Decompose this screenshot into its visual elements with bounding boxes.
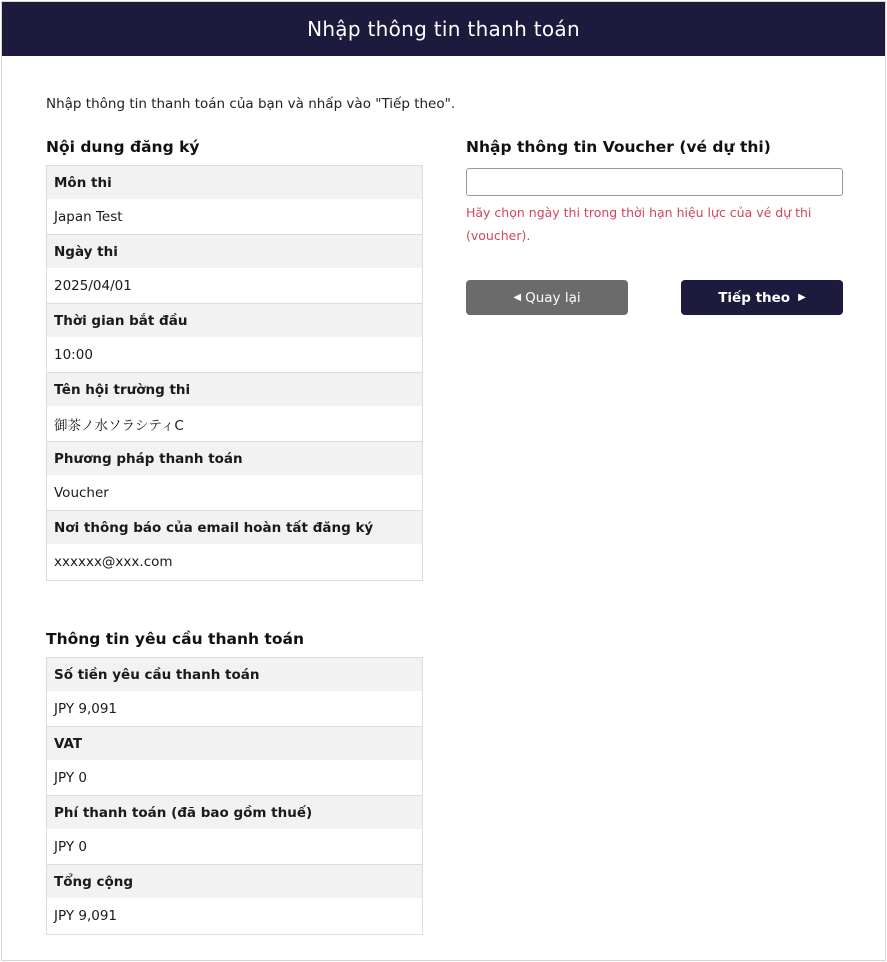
row-label: Tổng cộng [47, 865, 422, 898]
row-value: 2025/04/01 [47, 268, 422, 304]
caret-left-icon: ◀ [513, 292, 522, 303]
payment-section-title: Thông tin yêu cầu thanh toán [46, 630, 304, 648]
payment-row-fee [47, 796, 422, 865]
registration-row-subject [47, 166, 422, 235]
row-value: 10:00 [47, 337, 422, 373]
row-label: Ngày thi [47, 235, 422, 268]
row-label: Số tiền yêu cầu thanh toán [47, 658, 422, 691]
row-label: Phương pháp thanh toán [47, 442, 422, 475]
page-title: Nhập thông tin thanh toán [307, 17, 580, 41]
row-value: 御茶ノ水ソラシティC [47, 406, 422, 442]
voucher-section-title: Nhập thông tin Voucher (vé dự thi) [466, 138, 771, 156]
registration-table [46, 165, 423, 581]
caret-right-icon: ▶ [798, 292, 806, 303]
voucher-error-message: Hãy chọn ngày thi trong thời hạn hiệu lực của vé dự thi (voucher). [466, 205, 812, 243]
back-button-label: Quay lại [525, 289, 581, 306]
row-value: JPY 9,091 [47, 898, 422, 934]
payment-row-total [47, 865, 422, 934]
registration-row-venue [47, 373, 422, 442]
row-label: Thời gian bắt đầu [47, 304, 422, 337]
row-value: JPY 0 [47, 829, 422, 865]
row-value: JPY 0 [47, 760, 422, 796]
payment-table [46, 657, 423, 935]
registration-row-email [47, 511, 422, 580]
intro-text: Nhập thông tin thanh toán của bạn và nhấp vào "Tiếp theo". [46, 96, 456, 112]
row-label: Phí thanh toán (đã bao gồm thuế) [47, 796, 422, 829]
next-button-label: Tiếp theo [718, 289, 791, 306]
row-value: Voucher [47, 475, 422, 511]
registration-section-title: Nội dung đăng ký [46, 138, 200, 156]
page-frame [1, 1, 886, 961]
row-label: Môn thi [47, 166, 422, 199]
payment-row-vat [47, 727, 422, 796]
payment-row-amount [47, 658, 422, 727]
registration-row-payment-method [47, 442, 422, 511]
row-value: Japan Test [47, 199, 422, 235]
next-button[interactable] [681, 280, 843, 315]
row-label: VAT [47, 727, 422, 760]
row-value: xxxxxx@xxx.com [47, 544, 422, 580]
back-button[interactable] [466, 280, 628, 315]
registration-row-start-time [47, 304, 422, 373]
page-header [2, 2, 885, 56]
row-label: Tên hội trường thi [47, 373, 422, 406]
row-label: Nơi thông báo của email hoàn tất đăng ký [47, 511, 422, 544]
registration-row-exam-date [47, 235, 422, 304]
row-value: JPY 9,091 [47, 691, 422, 727]
voucher-input[interactable] [466, 168, 843, 196]
